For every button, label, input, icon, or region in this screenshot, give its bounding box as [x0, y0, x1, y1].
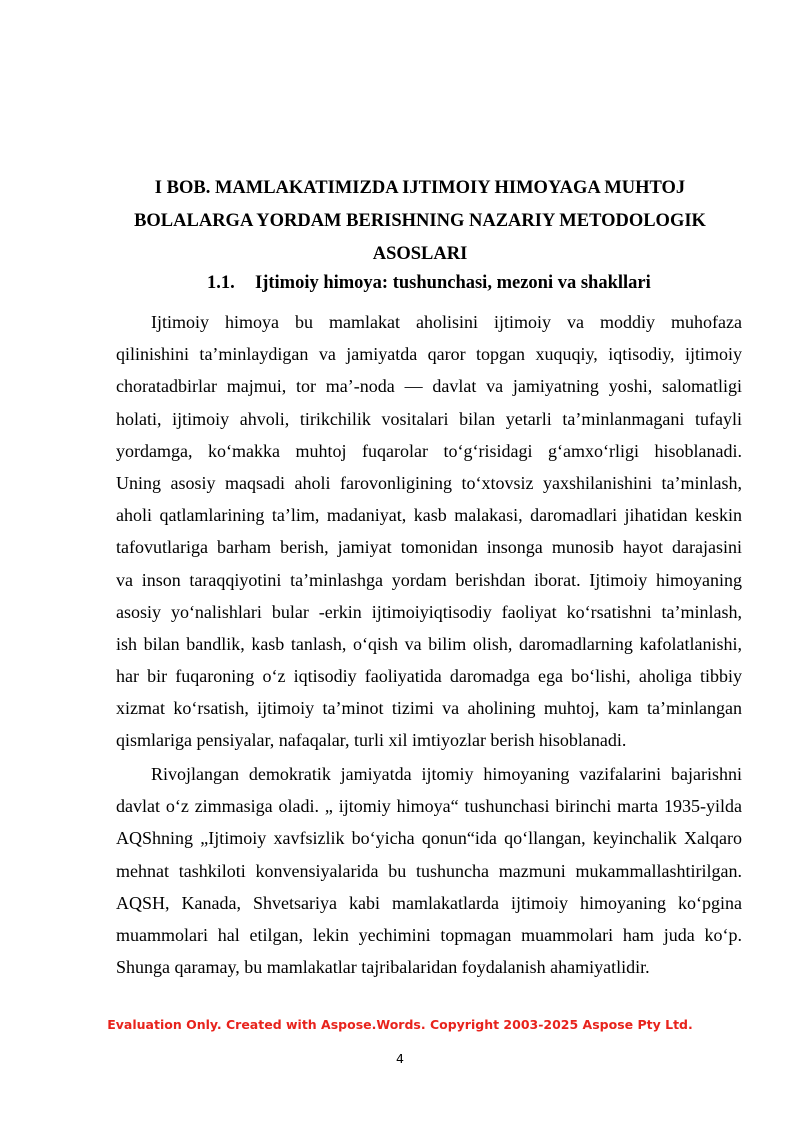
chapter-title-line: I BOB. MAMLAKATIMIZDA IJTIMOIY HIMOYAGA MUHTOJ — [154, 178, 686, 198]
paragraph-line: asosiy yoʻnalishlari bular -erkin ijtimoiyiqtisodiy faoliyat koʻrsatishni taʼminlash, — [116, 601, 742, 622]
paragraph-line: Rivojlangan demokratik jamiyatda ijtomiy himoyaning vazifalarini bajarishni — [151, 764, 742, 784]
paragraph-line: holati, ijtimoiy ahvoli, tirikchilik vositalari bilan yetarli taʼminlanmagani tufayli — [116, 408, 742, 429]
paragraph-line: davlat oʻz zimmasiga oladi. „ ijtomiy himoya“ tushunchasi birinchi marta 1935-yilda — [116, 796, 742, 817]
paragraph-line: Shunga qaramay, bu mamlakatlar tajribalaridan foydalanish ahamiyatlidir. — [116, 957, 650, 978]
paragraph-line: Uning asosiy maqsadi aholi farovonligining toʻxtovsiz yaxshilanishini taʼminlash, — [116, 472, 742, 493]
chapter-title — [100, 172, 740, 271]
paragraph-line: va inson taraqqiyotini taʼminlashga yordam berishdan iborat. Ijtimoiy himoyaning — [116, 569, 742, 590]
paragraph-line: muammolari hal etilgan, lekin yechimini topmagan muammolari ham juda koʻp. — [116, 924, 742, 945]
paragraph-line: har bir fuqaroning oʻz iqtisodiy faoliyatida daromadga ega boʻlishi, aholiga tibbiy — [116, 666, 742, 687]
paragraph-line: mehnat tashkiloti konvensiyalarida bu tushuncha mazmuni mukammallashtirilgan. — [116, 860, 742, 881]
paragraph — [116, 758, 742, 983]
section-heading — [207, 271, 651, 295]
evaluation-watermark: Evaluation Only. Created with Aspose.Words. Copyright 2003-2025 Aspose Pty Ltd. — [107, 1017, 693, 1032]
page-number: 4 — [396, 1051, 404, 1066]
paragraph-line: ish bilan bandlik, kasb tanlash, oʻqish va bilim olish, daromadlarning kafolatlanishi, — [116, 633, 742, 654]
paragraph-line: Ijtimoiy himoya bu mamlakat aholisini ijtimoiy va moddiy muhofaza — [151, 312, 742, 332]
paragraph-line: yordamga, koʻmakka muhtoj fuqarolar toʻgʻrisidagi gʻamxoʻrligi hisoblanadi. — [116, 440, 742, 461]
section-number: 1.1. — [207, 273, 235, 293]
chapter-title-line: ASOSLARI — [372, 244, 468, 264]
paragraph-line: aholi qatlamlarining taʼlim, madaniyat, kasb malakasi, daromadlari jihatidan keskin — [116, 505, 742, 526]
paragraph-line: qismlariga pensiyalar, nafaqalar, turli xil imtiyozlar berish hisoblanadi. — [116, 730, 627, 751]
paragraph-line: AQShning „Ijtimoiy xavfsizlik boʻyicha qonun“ida qoʻllangan, keyinchalik Xalqaro — [116, 828, 742, 849]
paragraph-line: qilinishini taʼminlaydigan va jamiyatda qaror topgan xuquqiy, iqtisodiy, ijtimoiy — [116, 344, 742, 365]
paragraph-line: tafovutlariga barham berish, jamiyat tomonidan insonga munosib hayot darajasini — [116, 537, 742, 558]
section-title: Ijtimoiy himoya: tushunchasi, mezoni va shakllari — [255, 273, 651, 293]
paragraph-line: xizmat koʻrsatish, ijtimoiy taʼminot tizimi va aholining muhtoj, kam taʼminlangan — [116, 698, 742, 719]
chapter-title-line: BOLALARGA YORDAM BERISHNING NAZARIY METODOLOGIK — [134, 211, 706, 231]
paragraph-line: choratadbirlar majmui, tor maʼ-noda — davlat va jamiyatning yoshi, salomatligi — [116, 376, 742, 397]
paragraph — [116, 306, 742, 757]
paragraph-line: AQSH, Kanada, Shvetsariya kabi mamlakatlarda ijtimoiy himoyaning koʻpgina — [116, 892, 742, 913]
